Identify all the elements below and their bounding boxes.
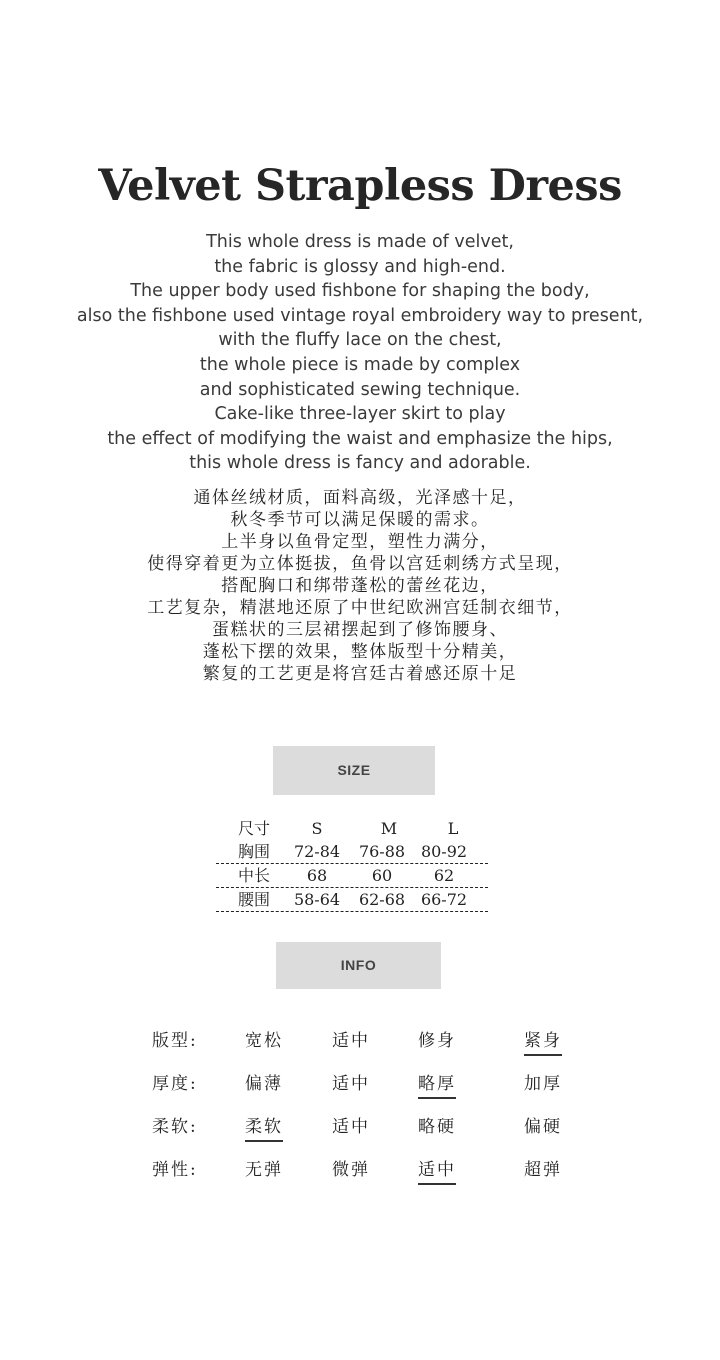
description-cn-line: 蓬松下摆的效果，整体版型十分精美，	[202, 642, 518, 662]
size-cell: 72-84	[293, 842, 341, 861]
size-cell: 68	[306, 866, 328, 885]
info-table	[0, 1024, 720, 1196]
description-cn-line: 繁复的工艺更是将宫廷古着感还原十足	[202, 664, 518, 684]
size-cell: 80-92	[420, 842, 468, 861]
table-row	[216, 888, 488, 912]
description-chinese	[0, 487, 720, 685]
info-option: 无弹	[245, 1160, 283, 1180]
size-header-cell: S	[311, 819, 323, 838]
info-option: 微弹	[332, 1160, 370, 1180]
description-cn-line: 使得穿着更为立体挺拔，鱼骨以宫廷刺绣方式呈现，	[147, 554, 573, 574]
size-cell: 76-88	[358, 842, 406, 861]
size-cell: 62	[433, 866, 455, 885]
info-option: 偏硬	[524, 1117, 562, 1137]
size-table-header	[216, 817, 488, 840]
info-option: 略硬	[418, 1117, 456, 1137]
description-en-line: the whole piece is made by complex	[199, 354, 521, 375]
info-option: 适中	[332, 1074, 370, 1094]
info-option-selected: 适中	[418, 1158, 456, 1185]
size-cell: 66-72	[420, 890, 468, 909]
description-en-line: the fabric is glossy and high-end.	[214, 256, 506, 277]
description-cn-line: 工艺复杂，精湛地还原了中世纪欧洲宫廷制衣细节，	[147, 598, 573, 618]
info-row-thickness	[0, 1067, 720, 1110]
size-cell: 58-64	[293, 890, 341, 909]
description-en-line: Cake-like three-layer skirt to play	[214, 404, 506, 425]
size-header-cell: M	[380, 819, 398, 838]
size-cell: 胸围	[238, 842, 271, 861]
info-option: 超弹	[524, 1160, 562, 1180]
info-option: 宽松	[245, 1031, 283, 1051]
description-en-line: This whole dress is made of velvet,	[206, 232, 514, 252]
info-label: 柔软:	[152, 1117, 198, 1137]
size-cell: 腰围	[238, 890, 271, 909]
info-option: 加厚	[524, 1074, 562, 1094]
description-cn-line: 蛋糕状的三层裙摆起到了修饰腰身、	[212, 620, 508, 640]
info-label: 弹性:	[152, 1160, 198, 1180]
table-row	[216, 840, 488, 864]
description-en-line: with the fluffy lace on the chest,	[218, 330, 502, 351]
info-label: 厚度:	[152, 1074, 198, 1094]
description-en-line: also the fishbone used vintage royal embroidery way to present,	[76, 305, 644, 326]
size-cell: 中长	[238, 866, 271, 885]
description-cn-line: 秋冬季节可以满足保暖的需求。	[230, 510, 490, 530]
info-option: 偏薄	[245, 1074, 283, 1094]
description-en-line: and sophisticated sewing technique.	[199, 379, 521, 400]
description-english	[0, 230, 720, 476]
size-header-cell: L	[447, 819, 459, 838]
description-cn-line: 上半身以鱼骨定型，塑性力满分，	[221, 532, 499, 552]
info-option-selected: 紧身	[524, 1029, 562, 1056]
product-title: Velvet Strapless Dress	[98, 161, 622, 211]
description-en-line: The upper body used fishbone for shaping the body,	[130, 281, 590, 302]
info-option: 适中	[332, 1117, 370, 1137]
info-option: 修身	[418, 1031, 456, 1051]
info-label: 版型:	[152, 1031, 198, 1051]
description-en-line: this whole dress is fancy and adorable.	[189, 453, 531, 474]
description-cn-line: 搭配胸口和绑带蓬松的蕾丝花边，	[221, 576, 499, 596]
info-option-selected: 柔软	[245, 1115, 283, 1142]
size-section-label: SIZE	[273, 746, 435, 795]
info-row-elasticity	[0, 1153, 720, 1196]
description-cn-line: 通体丝绒材质，面料高级，光泽感十足，	[193, 488, 527, 508]
size-cell: 62-68	[358, 890, 406, 909]
info-row-softness	[0, 1110, 720, 1153]
description-en-line: the effect of modifying the waist and emphasize the hips,	[107, 428, 613, 449]
table-row	[216, 864, 488, 888]
size-header-cell: 尺寸	[238, 819, 271, 838]
info-option-selected: 略厚	[418, 1072, 456, 1099]
size-cell: 60	[371, 866, 393, 885]
info-section-label: INFO	[276, 942, 441, 989]
size-table	[216, 817, 488, 912]
info-row-fit	[0, 1024, 720, 1067]
info-option: 适中	[332, 1031, 370, 1051]
